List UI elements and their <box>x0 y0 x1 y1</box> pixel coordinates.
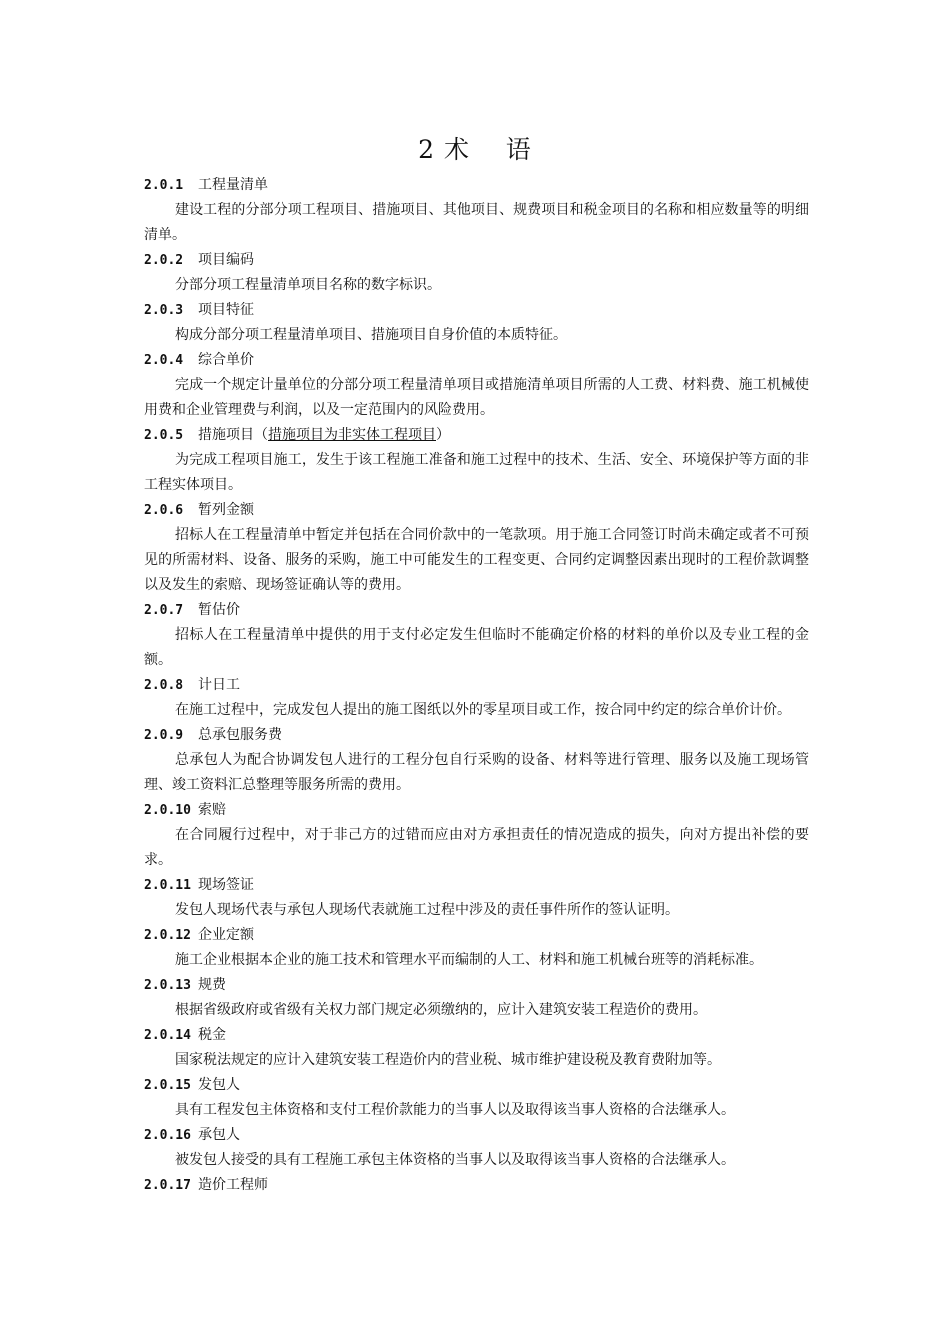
term-number: 2.0.16 <box>144 1128 191 1143</box>
term-name: 综合单价 <box>198 352 254 368</box>
term-number: 2.0.3 <box>144 303 184 318</box>
term-number: 2.0.9 <box>144 728 184 743</box>
term-number: 2.0.12 <box>144 928 191 943</box>
term-number: 2.0.6 <box>144 503 184 518</box>
term-name: 税金 <box>198 1027 226 1043</box>
term-name: 规费 <box>198 977 226 993</box>
term-name: 项目特征 <box>198 302 254 318</box>
term-definition: 建设工程的分部分项工程项目、措施项目、其他项目、规费项目和税金项目的名称和相应数量等的明细清单。 <box>144 202 809 243</box>
term-definition: 分部分项工程量清单项目名称的数字标识。 <box>175 277 441 293</box>
term-definition: 构成分部分项工程量清单项目、措施项目自身价值的本质特征。 <box>175 327 567 343</box>
term-name: 现场签证 <box>198 877 254 893</box>
term-name: 索赔 <box>198 802 226 818</box>
term-name: 承包人 <box>198 1127 240 1143</box>
term-name: 暂列金额 <box>198 502 254 518</box>
term-name: 总承包服务费 <box>198 727 282 743</box>
term-heading <box>144 423 809 448</box>
term-definition: 招标人在工程量清单中提供的用于支付必定发生但临时不能确定价格的材料的单价以及专业工程的金额。 <box>144 627 809 668</box>
term-definition: 招标人在工程量清单中暂定并包括在合同价款中的一笔款项。用于施工合同签订时尚未确定或者不可预见的所需材料、设备、服务的采购，施工中可能发生的工程变更、合同约定调整因素出现时的工程价款调整以及发生的索赔、现场签证确认等的费用。 <box>144 527 809 593</box>
term-name: 工程量清单 <box>198 177 268 193</box>
term-number: 2.0.10 <box>144 803 191 818</box>
term-name: 企业定额 <box>198 927 254 943</box>
term-number: 2.0.11 <box>144 878 191 893</box>
term-heading <box>144 673 809 698</box>
term-definition: 总承包人为配合协调发包人进行的工程分包自行采购的设备、材料等进行管理、服务以及施工现场管理、竣工资料汇总整理等服务所需的费用。 <box>144 752 809 793</box>
term-heading <box>144 1073 809 1098</box>
term-note-close-paren: ） <box>436 427 450 443</box>
term-definition: 在施工过程中，完成发包人提出的施工图纸以外的零星项目或工作，按合同中约定的综合单价计价。 <box>175 702 791 718</box>
term-number: 2.0.17 <box>144 1178 191 1193</box>
term-heading <box>144 498 809 523</box>
term-heading <box>144 298 809 323</box>
term-heading <box>144 1173 809 1198</box>
term-number: 2.0.1 <box>144 178 184 193</box>
term-definition: 被发包人接受的具有工程施工承包主体资格的当事人以及取得该当事人资格的合法继承人。 <box>175 1152 735 1168</box>
term-definition: 施工企业根据本企业的施工技术和管理水平而编制的人工、材料和施工机械台班等的消耗标准。 <box>175 952 763 968</box>
term-number: 2.0.8 <box>144 678 184 693</box>
term-number: 2.0.15 <box>144 1078 191 1093</box>
term-definition: 在合同履行过程中，对于非己方的过错而应由对方承担责任的情况造成的损失，向对方提出补偿的要求。 <box>144 827 809 868</box>
term-heading <box>144 798 809 823</box>
chapter-title: 2 术 语 <box>418 135 532 164</box>
term-definition: 根据省级政府或省级有关权力部门规定必须缴纳的，应计入建筑安装工程造价的费用。 <box>175 1002 707 1018</box>
term-number: 2.0.7 <box>144 603 184 618</box>
term-definition: 国家税法规定的应计入建筑安装工程造价内的营业税、城市维护建设税及教育费附加等。 <box>175 1052 721 1068</box>
term-heading <box>144 1023 809 1048</box>
term-number: 2.0.2 <box>144 253 184 268</box>
term-name: 暂估价 <box>198 602 240 618</box>
term-note: 措施项目为非实体工程项目 <box>268 427 436 443</box>
term-definition: 具有工程发包主体资格和支付工程价款能力的当事人以及取得该当事人资格的合法继承人。 <box>175 1102 735 1118</box>
term-heading <box>144 973 809 998</box>
term-heading <box>144 348 809 373</box>
term-heading <box>144 1123 809 1148</box>
term-heading <box>144 248 809 273</box>
term-heading <box>144 873 809 898</box>
term-heading <box>144 598 809 623</box>
terms-list <box>144 173 809 1198</box>
term-name: 造价工程师 <box>198 1177 268 1193</box>
term-heading <box>144 723 809 748</box>
term-number: 2.0.5 <box>144 428 184 443</box>
term-heading <box>144 923 809 948</box>
term-definition: 为完成工程项目施工，发生于该工程施工准备和施工过程中的技术、生活、安全、环境保护等方面的非工程实体项目。 <box>144 452 809 493</box>
term-name: 项目编码 <box>198 252 254 268</box>
term-name: 措施项目 <box>198 427 254 443</box>
term-note-open-paren: （ <box>254 427 268 443</box>
term-heading <box>144 173 809 198</box>
term-number: 2.0.13 <box>144 978 191 993</box>
term-number: 2.0.14 <box>144 1028 191 1043</box>
term-definition: 发包人现场代表与承包人现场代表就施工过程中涉及的责任事件所作的签认证明。 <box>175 902 679 918</box>
term-definition: 完成一个规定计量单位的分部分项工程量清单项目或措施清单项目所需的人工费、材料费、施工机械使用费和企业管理费与利润，以及一定范围内的风险费用。 <box>144 377 809 418</box>
term-number: 2.0.4 <box>144 353 184 368</box>
term-name: 计日工 <box>198 677 240 693</box>
term-name: 发包人 <box>198 1077 240 1093</box>
